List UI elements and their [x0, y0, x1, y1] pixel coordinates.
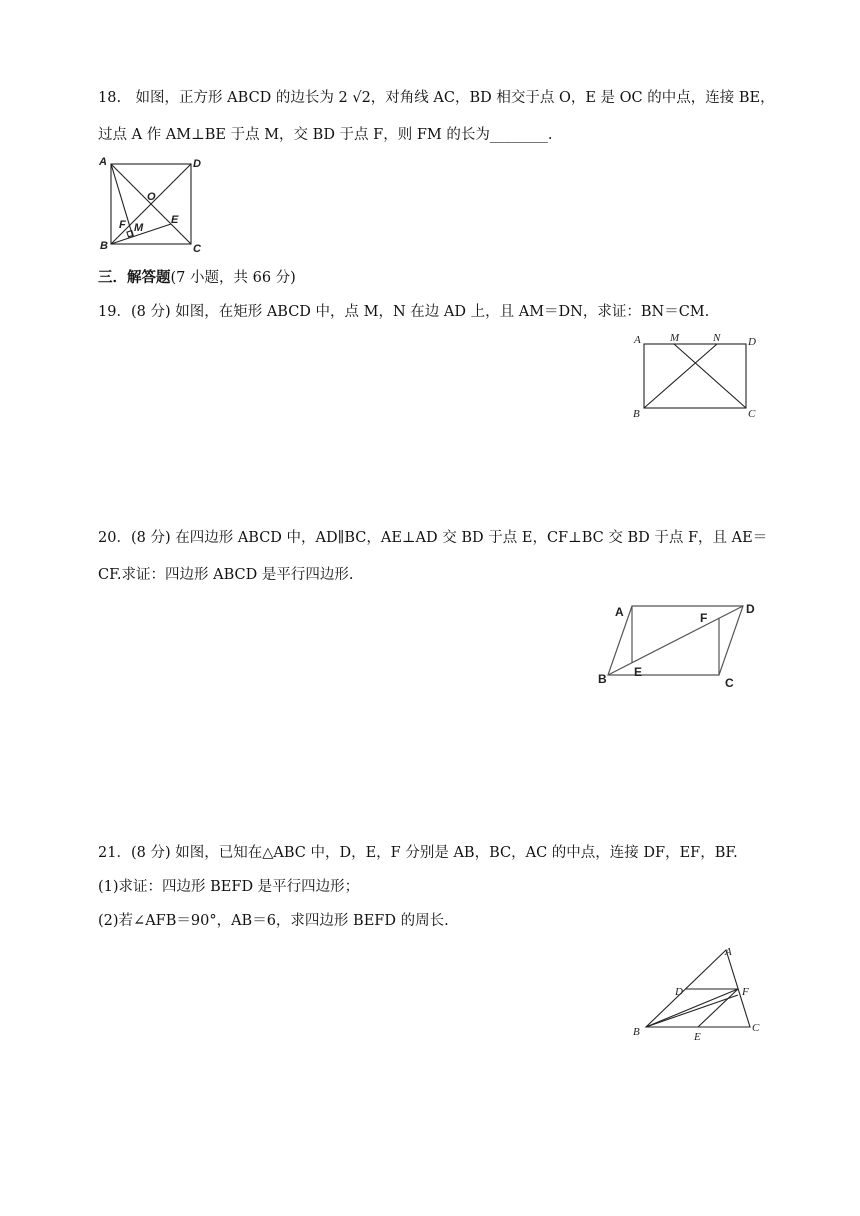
q21-part1: (1)求证：四边形 BEFD 是平行四边形；: [98, 879, 360, 895]
section3-title: 三．解答题: [98, 269, 171, 286]
section3-heading: [98, 268, 296, 288]
q19-label-a: A: [634, 334, 641, 346]
q19-label-n: N: [713, 332, 721, 344]
q20-label-e: E: [634, 665, 643, 679]
q19-label-d: D: [748, 336, 756, 348]
q18-label-o: O: [147, 191, 156, 203]
q18-label-f: F: [119, 219, 126, 231]
q19-label-b: B: [633, 408, 640, 420]
q18-square-figure: [95, 155, 215, 260]
q20-label-d: D: [746, 602, 755, 616]
q21-label-d: D: [675, 986, 683, 998]
q21-triangle-figure: [628, 942, 768, 1042]
q20-label-f: F: [700, 611, 708, 625]
q21-line1: 21．(8 分) 如图，已知在△ABC 中，D，E，F 分别是 AB，BC，AC 的中点，连接 DF，EF，BF.: [98, 845, 738, 861]
q19-rectangle-figure: [630, 330, 765, 425]
q18-label-a: A: [99, 156, 107, 168]
q18-line2: 过点 A 作 AM⊥BE 于点 M，交 BD 于点 F，则 FM 的长为________.: [98, 127, 553, 143]
q18-label-e: E: [171, 214, 179, 226]
q21-part2: (2)若∠AFB＝90°，AB＝6，求四边形 BEFD 的周长.: [98, 913, 449, 929]
q18-line1: 18. 如图，正方形 ABCD 的边长为 2 √2，对角线 AC，BD 相交于点 O，E 是 OC 的中点，连接 BE，: [98, 90, 775, 106]
q20-quadrilateral-figure: [595, 598, 765, 693]
q19-text: 19．(8 分) 如图，在矩形 ABCD 中，点 M，N 在边 AD 上，且 AM＝DN，求证：BN＝CM.: [98, 304, 710, 320]
q18-label-b: B: [100, 240, 108, 252]
q19-label-c: C: [748, 408, 756, 420]
q18-label-d: D: [193, 158, 201, 170]
q21-label-e: E: [694, 1031, 701, 1043]
q20-line1: 20．(8 分) 在四边形 ABCD 中，AD∥BC，AE⊥AD 交 BD 于点 E，CF⊥BC 交 BD 于点 F，且 AE＝: [98, 530, 768, 546]
q20-label-c: C: [725, 676, 734, 690]
q19-label-m: M: [670, 332, 680, 344]
q21-label-b: B: [633, 1026, 640, 1038]
section3-note: (7 小题，共 66 分): [170, 270, 296, 286]
q21-label-c: C: [752, 1022, 760, 1034]
q18-label-m: M: [134, 222, 144, 234]
q21-label-a: A: [725, 946, 732, 958]
q20-label-a: A: [615, 605, 624, 619]
q20-line2: CF.求证：四边形 ABCD 是平行四边形.: [98, 567, 354, 583]
q20-label-b: B: [598, 672, 607, 686]
q21-label-f: F: [742, 986, 749, 998]
q18-label-c: C: [193, 243, 201, 255]
